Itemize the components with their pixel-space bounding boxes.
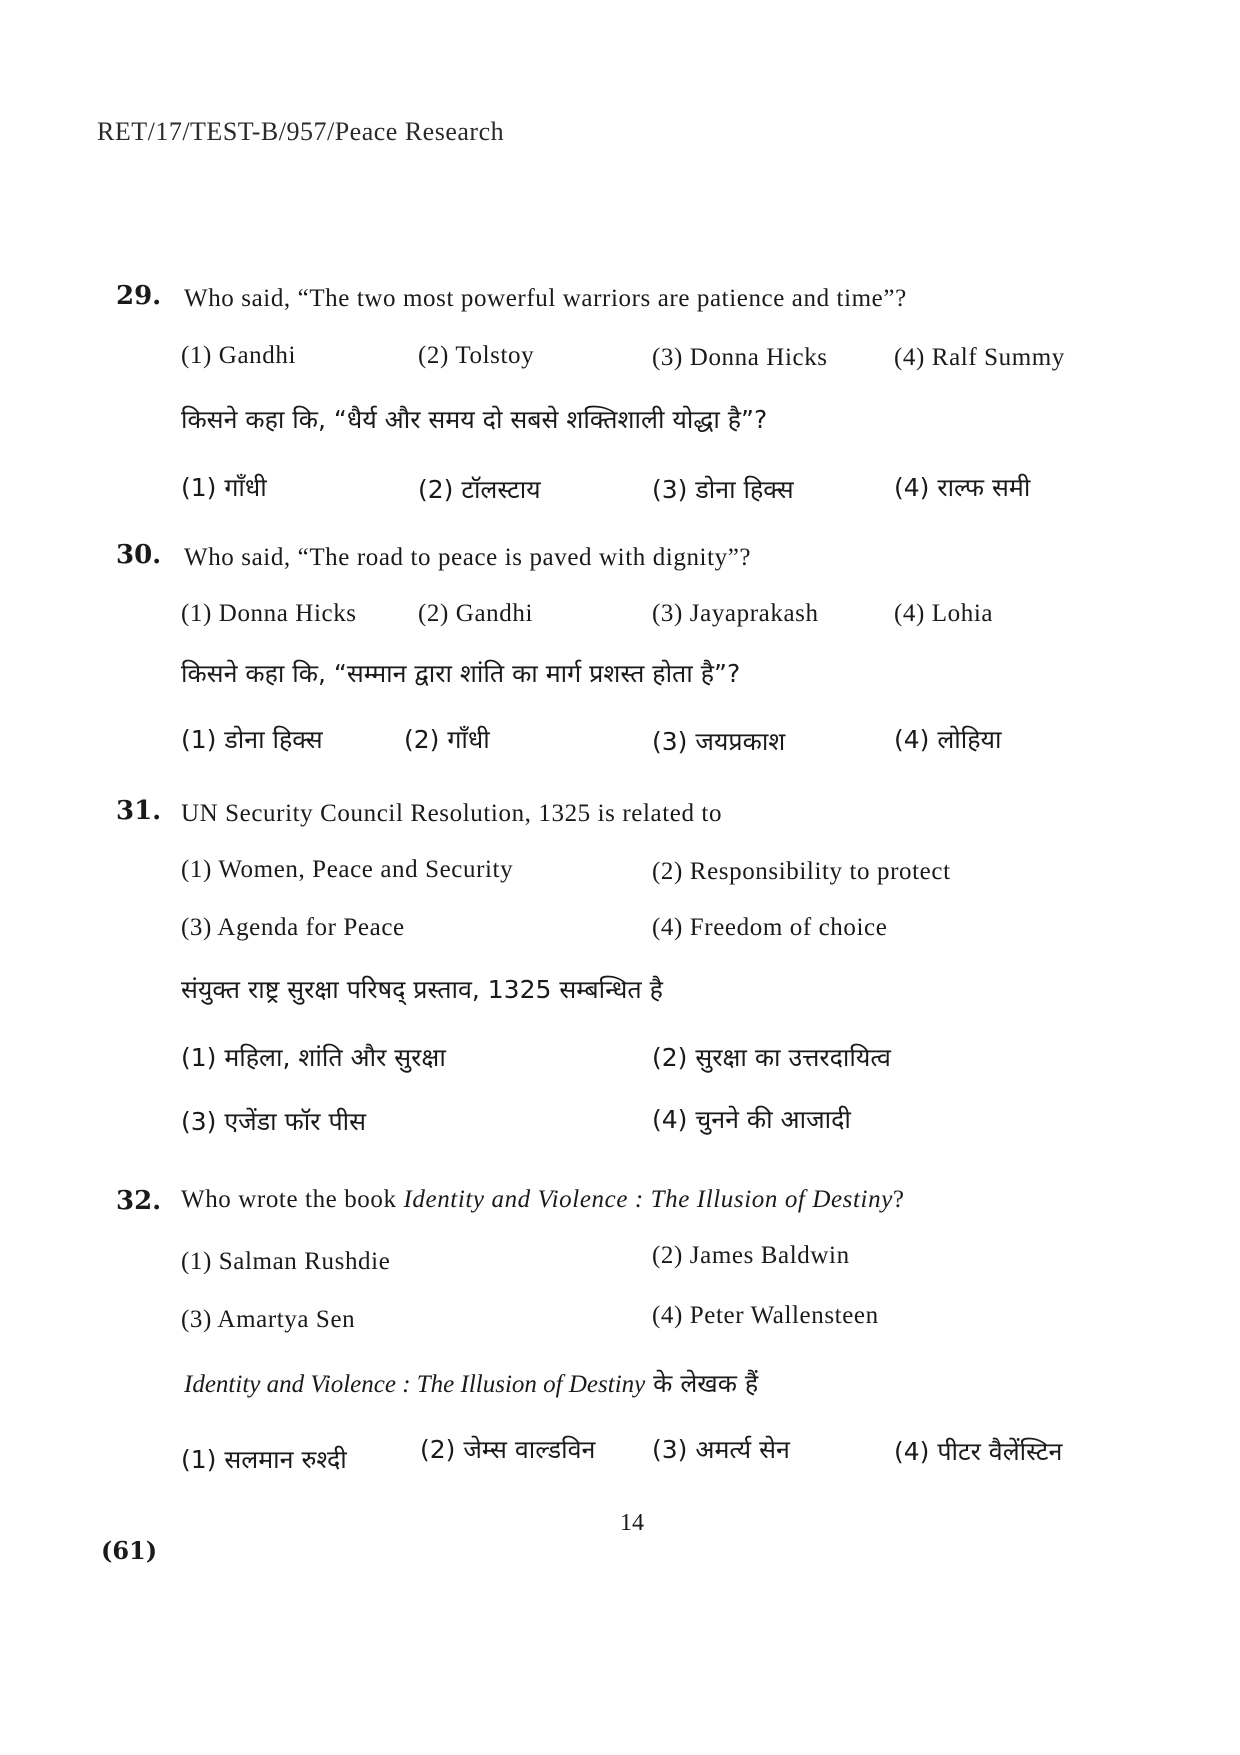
option-hi-1: (1) सलमान रुश्दी	[181, 1445, 347, 1474]
option-hi-4: (4) चुनने की आजादी	[652, 1105, 851, 1134]
option-en-3: (3) Amartya Sen	[181, 1306, 356, 1333]
option-en-3: (3) Agenda for Peace	[181, 914, 405, 941]
option-hi-3: (3) डोना हिक्स	[652, 475, 794, 504]
option-hi-4: (4) पीटर वैलेंस्टिन	[894, 1437, 1063, 1466]
question-text-hindi: संयुक्त राष्ट्र सुरक्षा परिषद् प्रस्ताव, 1325 सम्बन्धित है	[181, 975, 663, 1004]
question-text-english: Who said, “The road to peace is paved with dignity”?	[184, 544, 752, 571]
question-suffix: ?	[892, 1186, 905, 1213]
question-text-hindi: किसने कहा कि, “धैर्य और समय दो सबसे शक्तिशाली योद्धा है”?	[181, 405, 768, 434]
option-hi-2: (2) गाँधी	[404, 725, 490, 754]
document-header: RET/17/TEST-B/957/Peace Research	[97, 117, 505, 146]
question-text-english: UN Security Council Resolution, 1325 is related to	[181, 800, 723, 827]
question-text-english: Who said, “The two most powerful warriors are patience and time”?	[184, 285, 907, 312]
option-hi-2: (2) जेम्स वाल्डविन	[420, 1435, 596, 1464]
option-en-4: (4) Lohia	[894, 600, 994, 627]
question-text-hindi: किसने कहा कि, “सम्मान द्वारा शांति का मार्ग प्रशस्त होता है”?	[181, 659, 741, 688]
question-text-hindi	[184, 1366, 758, 1400]
option-en-1: (1) Women, Peace and Security	[181, 856, 514, 883]
question-text-english	[181, 1186, 905, 1214]
option-en-1: (1) Salman Rushdie	[181, 1248, 391, 1275]
question-number: 29.	[116, 281, 162, 311]
option-hi-1: (1) डोना हिक्स	[181, 725, 323, 754]
option-en-1: (1) Donna Hicks	[181, 600, 357, 627]
option-en-1: (1) Gandhi	[181, 342, 296, 369]
question-number: 30.	[116, 540, 162, 570]
option-en-3: (3) Jayaprakash	[652, 600, 819, 627]
question-prefix: Who wrote the book	[181, 1186, 404, 1213]
option-hi-1: (1) महिला, शांति और सुरक्षा	[181, 1043, 446, 1072]
option-en-4: (4) Ralf Summy	[894, 344, 1065, 371]
option-hi-3: (3) एजेंडा फॉर पीस	[181, 1107, 367, 1136]
option-hi-2: (2) सुरक्षा का उत्तरदायित्व	[652, 1043, 891, 1072]
option-en-3: (3) Donna Hicks	[652, 344, 828, 371]
option-en-4: (4) Peter Wallensteen	[652, 1302, 879, 1329]
option-en-2: (2) Tolstoy	[418, 342, 535, 369]
option-en-2: (2) Responsibility to protect	[652, 858, 951, 885]
option-hi-4: (4) राल्फ समी	[894, 473, 1031, 502]
book-title-hindi-line: Identity and Violence : The Illusion of Destiny	[184, 1371, 646, 1398]
question-number: 32.	[116, 1186, 162, 1216]
option-hi-2: (2) टॉलस्टाय	[418, 475, 541, 504]
option-hi-3: (3) जयप्रकाश	[652, 727, 786, 756]
hindi-suffix: के लेखक हैं	[645, 1369, 759, 1398]
footer-code: (61)	[101, 1536, 158, 1565]
book-title: Identity and Violence : The Illusion of Destiny	[403, 1186, 893, 1213]
option-hi-4: (4) लोहिया	[894, 725, 1002, 754]
option-en-2: (2) Gandhi	[418, 600, 533, 627]
page-number: 14	[620, 1510, 644, 1536]
option-en-2: (2) James Baldwin	[652, 1242, 850, 1269]
question-number: 31.	[116, 796, 162, 826]
option-hi-3: (3) अमर्त्य सेन	[652, 1435, 790, 1464]
option-hi-1: (1) गाँधी	[181, 473, 267, 502]
option-en-4: (4) Freedom of choice	[652, 914, 888, 941]
